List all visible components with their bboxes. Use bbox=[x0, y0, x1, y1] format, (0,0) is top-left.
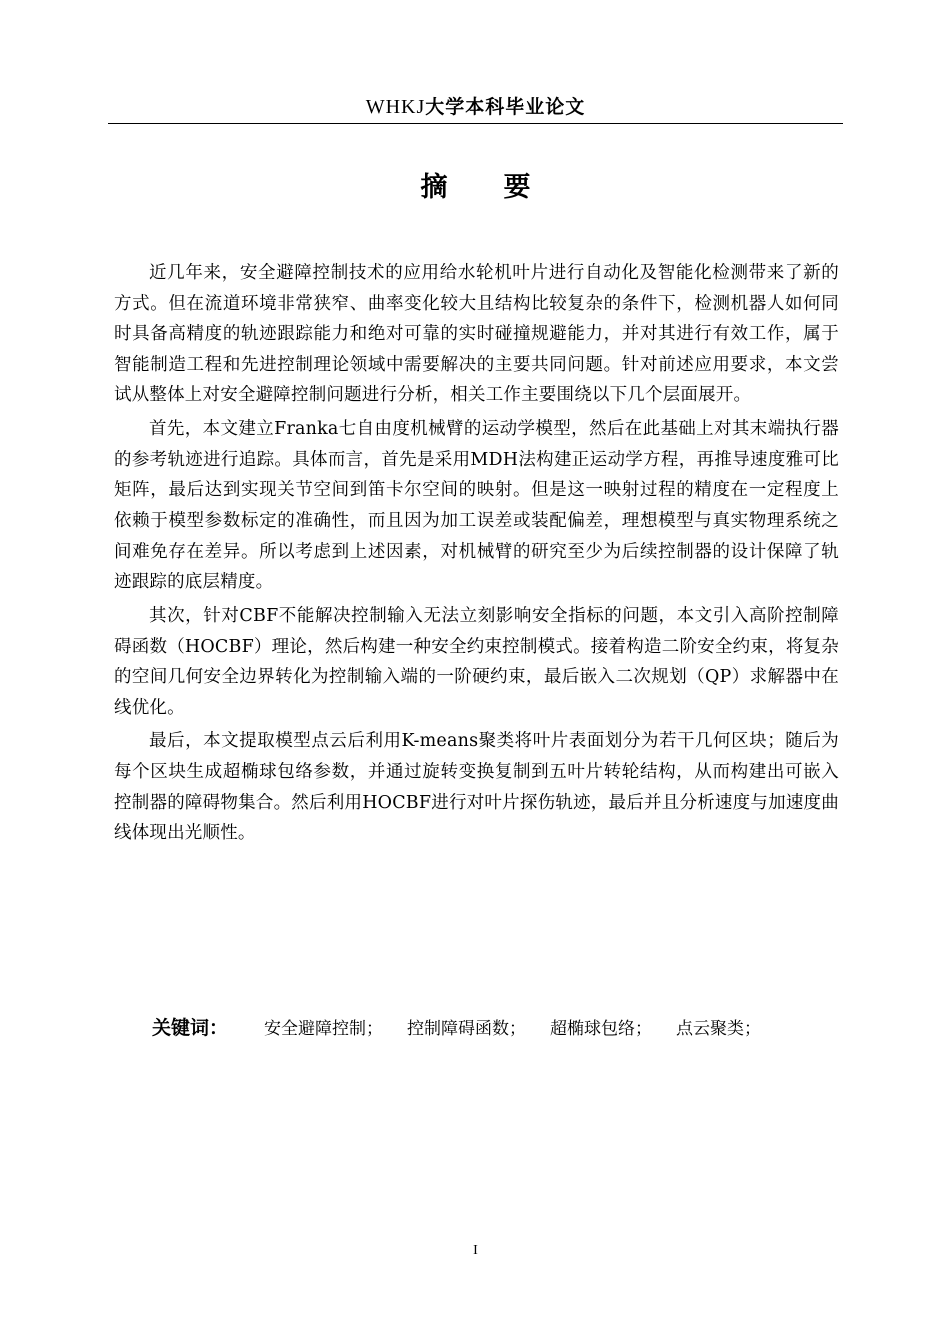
header-divider bbox=[108, 123, 843, 124]
abstract-paragraph-1: 近几年来，安全避障控制技术的应用给水轮机叶片进行自动化及智能化检测带来了新的方式。但在流道环境非常狭窄、曲率变化较大且结构比较复杂的条件下，检测机器人如何同时具备高精度的轨迹跟踪能力和绝对可靠的实时碰撞规避能力，并对其进行有效工作，属于智能制造工程和先进控制理论领域中需要解决的主要共同问题。针对前述应用要求，本文尝试从整体上对安全避障控制问题进行分析，相关工作主要围绕以下几个层面展开。 bbox=[114, 263, 839, 406]
keyword-2: 控制障碍函数； bbox=[407, 1019, 526, 1039]
abstract-body bbox=[114, 258, 839, 852]
page-number: I bbox=[473, 1243, 478, 1258]
header-university-title: 大学本科毕业论文 bbox=[425, 96, 586, 118]
keyword-3: 超椭球包络； bbox=[550, 1019, 652, 1039]
abstract-title: 摘要 bbox=[420, 172, 587, 203]
keywords-line bbox=[152, 1013, 842, 1044]
header-title bbox=[366, 92, 586, 121]
abstract-paragraph-4: 最后，本文提取模型点云后利用K-means聚类将叶片表面划分为若干几何区块；随后为每个区块生成超椭球包络参数，并通过旋转变换复制到五叶片转轮结构，从而构建出可嵌入控制器的障碍物集合。然后利用HOCBF进行对叶片探伤轨迹，最后并且分析速度与加速度曲线体现出光顺性。 bbox=[114, 731, 839, 844]
keywords-label: 关键词： bbox=[152, 1017, 229, 1039]
keyword-4: 点云聚类； bbox=[676, 1019, 761, 1039]
abstract-paragraph-2: 首先，本文建立Franka七自由度机械臂的运动学模型，然后在此基础上对其末端执行器的参考轨迹进行追踪。具体而言，首先是采用MDH法构建正运动学方程，再推导速度雅可比矩阵，最后达到实现关节空间到笛卡尔空间的映射。但是这一映射过程的精度在一定程度上依赖于模型参数标定的准确性，而且因为加工误差或装配偏差，理想模型与真实物理系统之间难免存在差异。所以考虑到上述因素，对机械臂的研究至少为后续控制器的设计保障了轨迹跟踪的底层精度。 bbox=[114, 419, 839, 593]
keyword-1: 安全避障控制； bbox=[264, 1019, 383, 1039]
abstract-paragraph-3: 其次，针对CBF不能解决控制输入无法立刻影响安全指标的问题，本文引入高阶控制障碍函数（HOCBF）理论，然后构建一种安全约束控制模式。接着构造二阶安全约束，将复杂的空间几何安全边界转化为控制输入端的一阶硬约束，最后嵌入二次规划（QP）求解器中在线优化。 bbox=[114, 605, 839, 718]
page-header bbox=[108, 92, 843, 124]
header-prefix: WHKJ bbox=[365, 96, 426, 118]
